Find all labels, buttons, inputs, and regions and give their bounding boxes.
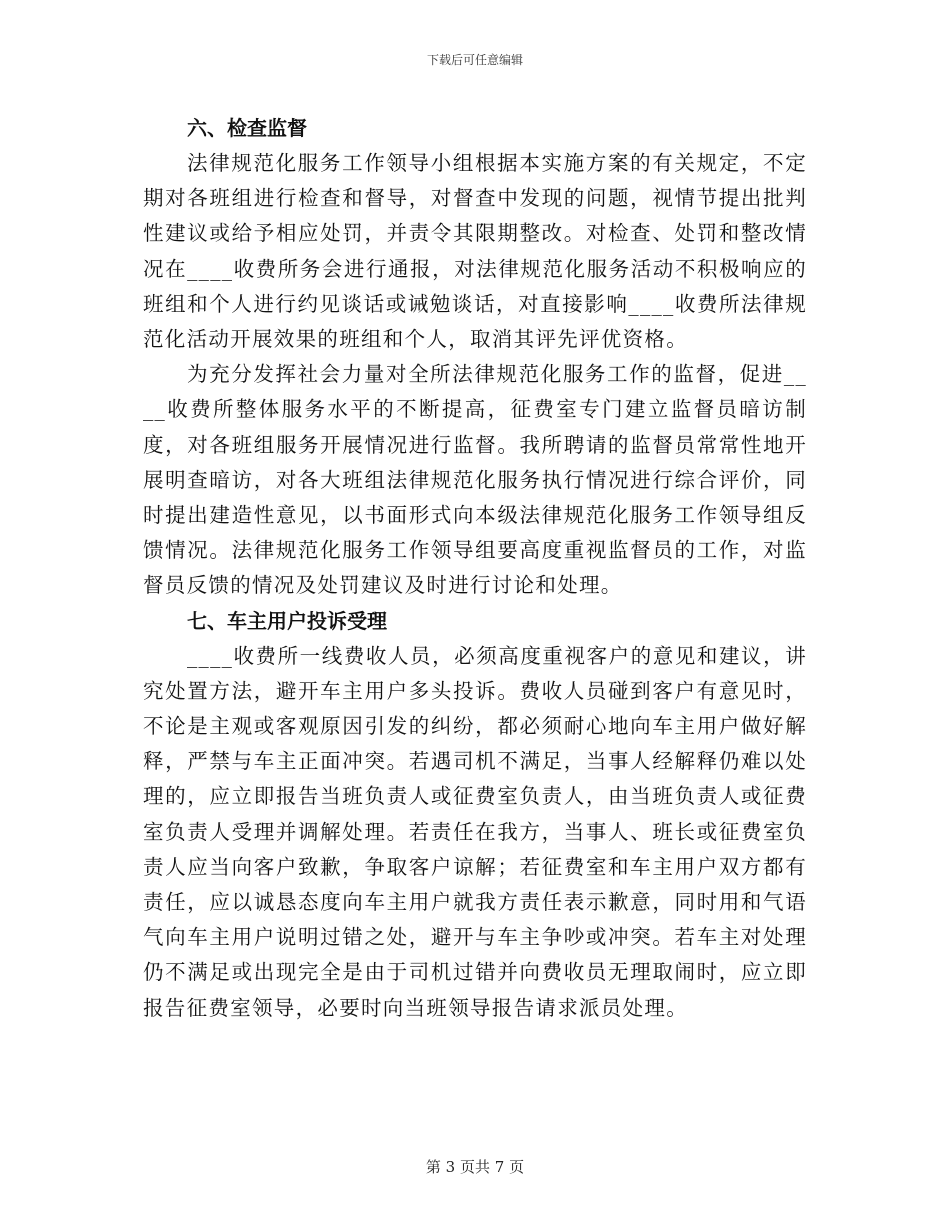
section-heading-complaints: 七、车主用户投诉受理 [187, 608, 387, 633]
document-body [143, 111, 807, 1026]
paragraph: 为充分发挥社会力量对全所法律规范化服务工作的监督，促进____收费所整体服务水平的不断提高，征费室专门建立监督员暗访制度，对各班组服务开展情况进行监督。我所聘请的监督员常常性地开展明查暗访，对各大班组法律规范化服务执行情况进行综合评价，同时提出建造性意见，以书面形式向本级法律规范化服务工作领导组反馈情况。法律规范化服务工作领导组要高度重视监督员的工作，对监督员反馈的情况及处罚建议及时进行讨论和处理。 [143, 362, 807, 598]
page-header: 下载后可任意编辑 [426, 53, 523, 67]
paragraph: 法律规范化服务工作领导小组根据本实施方案的有关规定，不定期对各班组进行检查和督导，对督查中发现的问题，视情节提出批判性建议或给予相应处罚，并责令其限期整改。对检查、处罚和整改情况在____收费所务会进行通报，对法律规范化服务活动不积极响应的班组和个人进行约见谈话或诫勉谈话，对直接影响____收费所法律规范化活动开展效果的班组和个人，取消其评先评优资格。 [143, 151, 807, 352]
section-heading-inspection: 六、检查监督 [187, 116, 307, 140]
paragraph: ____收费所一线费收人员，必须高度重视客户的意见和建议，讲究处置方法，避开车主用户多头投诉。费收人员碰到客户有意见时，不论是主观或客观原因引发的纠纷，都必须耐心地向车主用户做好解释，严禁与车主正面冲突。若遇司机不满足，当事人经解释仍难以处理的，应立即报告当班负责人或征费室负责人，由当班负责人或征费室负责人受理并调解处理。若责任在我方，当事人、班长或征费室负责人应当向客户致歉，争取客户谅解；若征费室和车主用户双方都有责任，应以诚恳态度向车主用户就我方责任表示歉意，同时用和气语气向车主用户说明过错之处，避开与车主争吵或冲突。若车主对处理仍不满足或出现完全是由于司机过错并向费收员无理取闹时，应立即报告征费室领导，必要时向当班领导报告请求派员处理。 [143, 643, 807, 1020]
page-number: 第 3 页共 7 页 [425, 1158, 525, 1176]
